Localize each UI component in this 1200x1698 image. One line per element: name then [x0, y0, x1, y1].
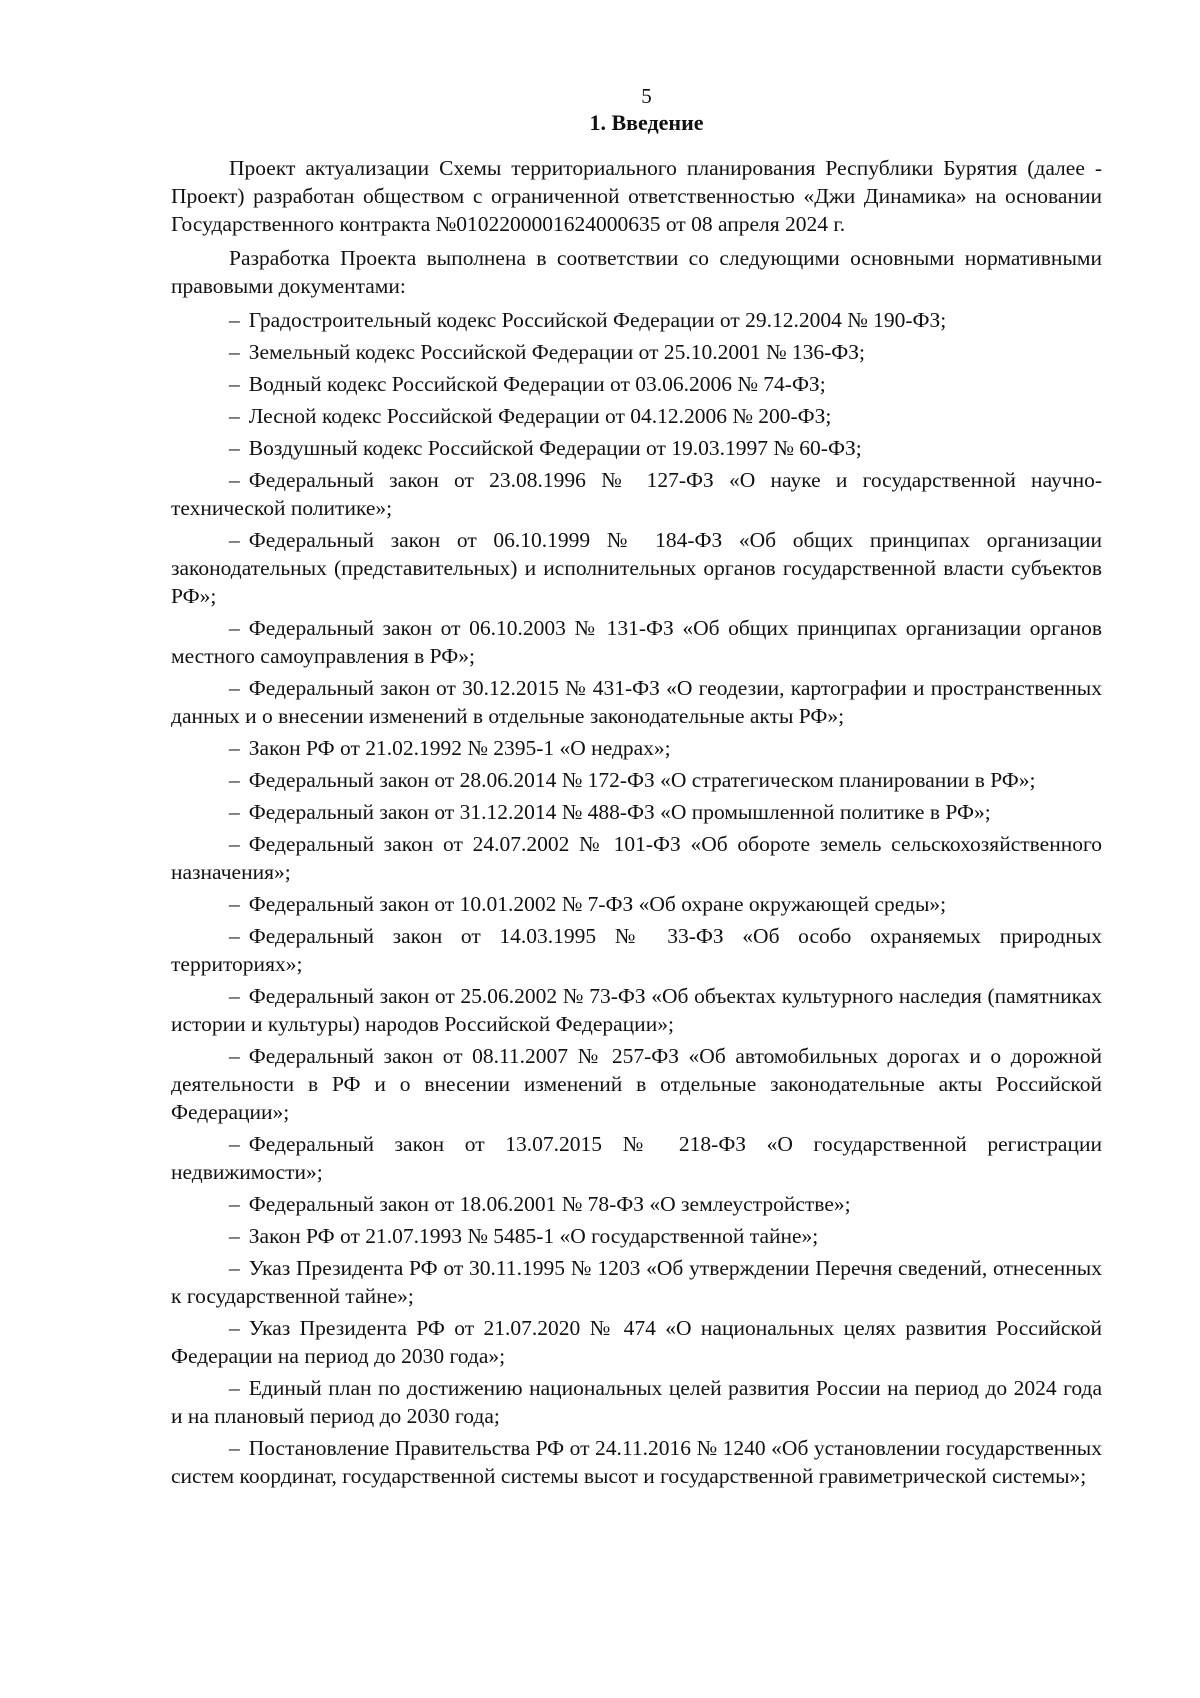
list-dash: – [229, 832, 240, 856]
regulatory-documents-list [171, 306, 1102, 1490]
list-item [171, 434, 1102, 462]
list-item [171, 1222, 1102, 1250]
list-item-text: Федеральный закон от 08.11.2007 № 257-ФЗ «Об автомобильных дорогах и о дорожной деятельности в РФ и о внесении изменений в отдельные законодательные акты Российской Федерации»; [171, 1044, 1102, 1124]
list-item-text: Водный кодекс Российской Федерации от 03.06.2006 № 74-ФЗ; [248, 372, 826, 396]
list-item [171, 1434, 1102, 1490]
list-item-text: Указ Президента РФ от 21.07.2020 № 474 «О национальных целях развития Российской Федерации на период до 2030 года»; [171, 1316, 1102, 1368]
list-item [171, 830, 1102, 886]
list-item-text: Федеральный закон от 18.06.2001 № 78-ФЗ «О землеустройстве»; [248, 1192, 851, 1216]
list-dash: – [229, 404, 240, 428]
section-title: 1. Введение [589, 110, 704, 135]
list-item [171, 1314, 1102, 1370]
list-dash: – [229, 616, 240, 640]
list-item-text: Воздушный кодекс Российской Федерации от 19.03.1997 № 60-ФЗ; [248, 436, 862, 460]
list-dash: – [229, 308, 240, 332]
list-item-text: Постановление Правительства РФ от 24.11.2016 № 1240 «Об установлении государственных систем координат, государственной системы высот и государственной гравиметрической системы»; [171, 1436, 1102, 1488]
list-dash: – [229, 1436, 240, 1460]
list-dash: – [229, 892, 240, 916]
list-dash: – [229, 1256, 240, 1280]
list-item-text: Федеральный закон от 30.12.2015 № 431-ФЗ «О геодезии, картографии и пространственных данных и о внесении изменений в отдельные законодательные акты РФ»; [171, 676, 1102, 728]
list-item-text: Единый план по достижению национальных целей развития России на период до 2024 года и на плановый период до 2030 года; [171, 1376, 1102, 1428]
list-item-text: Градостроительный кодекс Российской Федерации от 29.12.2004 № 190-ФЗ; [248, 308, 947, 332]
list-item [171, 1374, 1102, 1430]
list-item [171, 1190, 1102, 1218]
list-item [171, 734, 1102, 762]
list-item [171, 526, 1102, 610]
intro-paragraph: Проект актуализации Схемы территориального планирования Республики Бурятия (далее - Проект) разработан обществом с ограниченной ответственностью «Джи Динамика» на основании Государственного контракта №0102200001624000635 от 08 апреля 2024 г. [171, 156, 1102, 236]
list-dash: – [229, 1376, 240, 1400]
list-dash: – [229, 340, 240, 364]
list-item [171, 614, 1102, 670]
list-item-text: Федеральный закон от 10.01.2002 № 7-ФЗ «Об охране окружающей среды»; [248, 892, 947, 916]
list-dash: – [229, 676, 240, 700]
list-dash: – [229, 736, 240, 760]
list-item [171, 306, 1102, 334]
list-dash: – [229, 1044, 240, 1068]
list-item-text: Федеральный закон от 31.12.2014 № 488-ФЗ «О промышленной политике в РФ»; [248, 800, 991, 824]
list-item [171, 1130, 1102, 1186]
list-item [171, 890, 1102, 918]
list-dash: – [229, 768, 240, 792]
list-dash: – [229, 1192, 240, 1216]
list-dash: – [229, 924, 240, 948]
list-dash: – [229, 1132, 240, 1156]
list-item-text: Федеральный закон от 28.06.2014 № 172-ФЗ «О стратегическом планировании в РФ»; [248, 768, 1036, 792]
list-item-text: Федеральный закон от 24.07.2002 № 101-ФЗ «Об обороте земель сельскохозяйственного назначения»; [171, 832, 1102, 884]
list-dash: – [229, 1316, 240, 1340]
list-item-text: Федеральный закон от 14.03.1995 № 33-ФЗ «Об особо охраняемых природных территориях»; [171, 924, 1102, 976]
page-number: 5 [641, 84, 652, 108]
list-dash: – [229, 468, 240, 492]
list-item-text: Федеральный закон от 06.10.2003 № 131-ФЗ «Об общих принципах организации органов местного самоуправления в РФ»; [171, 616, 1102, 668]
list-dash: – [229, 800, 240, 824]
list-item [171, 922, 1102, 978]
list-item [171, 1042, 1102, 1126]
list-item-text: Федеральный закон от 13.07.2015 № 218-ФЗ «О государственной регистрации недвижимости»; [171, 1132, 1102, 1184]
list-item-text: Федеральный закон от 06.10.1999 № 184-ФЗ «Об общих принципах организации законодательных (представительных) и исполнительных органов государственной власти субъектов РФ»; [171, 528, 1102, 608]
list-item-text: Лесной кодекс Российской Федерации от 04.12.2006 № 200-ФЗ; [248, 404, 832, 428]
list-item-text: Земельный кодекс Российской Федерации от 25.10.2001 № 136-ФЗ; [248, 340, 866, 364]
list-item [171, 338, 1102, 366]
list-item-text: Закон РФ от 21.07.1993 № 5485-1 «О государственной тайне»; [248, 1224, 819, 1248]
list-item-text: Федеральный закон от 25.06.2002 № 73-ФЗ «Об объектах культурного наследия (памятниках истории и культуры) народов Российской Федерации»; [171, 984, 1102, 1036]
list-dash: – [229, 1224, 240, 1248]
list-item [171, 798, 1102, 826]
list-dash: – [229, 984, 240, 1008]
list-item [171, 466, 1102, 522]
list-dash: – [229, 436, 240, 460]
list-item-text: Указ Президента РФ от 30.11.1995 № 1203 «Об утверждении Перечня сведений, отнесенных к государственной тайне»; [171, 1256, 1102, 1308]
list-item [171, 1254, 1102, 1310]
list-item [171, 982, 1102, 1038]
list-dash: – [229, 372, 240, 396]
list-item [171, 370, 1102, 398]
list-dash: – [229, 528, 240, 552]
documents-lead-paragraph: Разработка Проекта выполнена в соответствии со следующими основными нормативными правовыми документами: [171, 246, 1102, 298]
list-item [171, 402, 1102, 430]
list-item [171, 766, 1102, 794]
list-item-text: Закон РФ от 21.02.1992 № 2395-1 «О недрах»; [248, 736, 671, 760]
list-item-text: Федеральный закон от 23.08.1996 № 127-ФЗ «О науке и государственной научно-технической политике»; [171, 468, 1102, 520]
list-item [171, 674, 1102, 730]
